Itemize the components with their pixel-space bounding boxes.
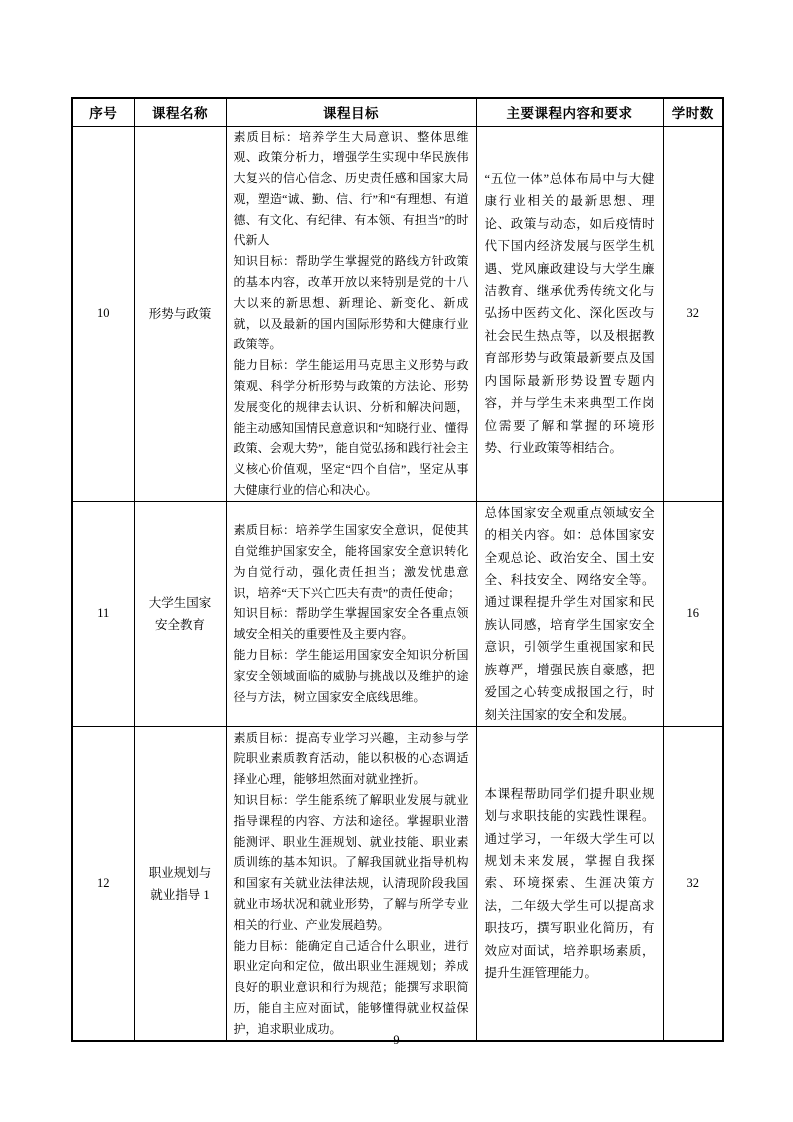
course-table [71, 97, 724, 1042]
course-objectives [226, 726, 476, 1041]
objective-paragraph: 知识目标：帮助学生掌握国家安全各重点领域安全相关的重要性及主要内容。 [233, 606, 469, 642]
course-content: “五位一体”总体布局中与大健康行业相关的最新思想、理论、政策与动态，如后疫情时代下国内经济发展与医学生机遇、党风廉政建设与大学生廉洁教育、继承优秀传统文化与弘扬中医药文化、深化医改与社会民生热点等，以及根据教育部形势与政策最新要点及国内国际最新形势设置专题内容，并与学生未来典型工作岗位需要了解和掌握的环境形势、行业政策等相结合。 [476, 126, 663, 501]
course-objectives [226, 126, 476, 501]
table-row [72, 126, 723, 501]
objective-paragraph: 能力目标：能确定自己适合什么职业，进行职业定向和定位，做出职业生涯规划；养成良好的职业意识和行为规范；能撰写求职简历，能自主应对面试，能够懂得就业权益保护，追求职业成功。 [233, 938, 469, 1036]
course-hours: 32 [663, 726, 723, 1041]
course-hours: 16 [663, 501, 723, 726]
header-course-name: 课程名称 [134, 98, 226, 126]
course-name: 职业规划与就业指导 1 [134, 726, 226, 1041]
page-number: 9 [393, 1033, 400, 1047]
objective-paragraph: 知识目标：帮助学生掌握党的路线方针政策的基本内容，改革开放以来特别是党的十八大以来的新思想、新理论、新变化、新成就，以及最新的国内国际形势和大健康行业政策等。 [233, 254, 469, 352]
objective-paragraph: 素质目标：培养学生大局意识、整体思维观、政策分析力，增强学生实现中华民族伟大复兴的信心信念、历史责任感和国家大局观，塑造“诚、勤、信、行”和“有理想、有道德、有文化、有纪律、有本领、有担当”的时代新人 [233, 129, 469, 248]
table-header-row [72, 98, 723, 126]
course-no: 12 [72, 726, 134, 1041]
course-hours: 32 [663, 126, 723, 501]
course-objectives [226, 501, 476, 726]
table-row [72, 501, 723, 726]
objective-paragraph: 素质目标：培养学生国家安全意识，促使其自觉维护国家安全，能将国家安全意识转化为自觉行动，强化责任担当；激发忧患意识，培养“天下兴亡匹夫有责”的责任使命； [233, 523, 469, 600]
course-name: 形势与政策 [134, 126, 226, 501]
objective-paragraph: 能力目标：学生能运用马克思主义形势与政策观、科学分析形势与政策的方法论、形势发展变化的规律去认识、分析和解决问题，能主动感知国情民意意识和“知晓行业、懂得政策、会观大势”，能自觉弘扬和践行社会主义核心价值观，坚定“四个自信”，坚定从事大健康行业的信心和决心。 [233, 358, 469, 498]
course-no: 11 [72, 501, 134, 726]
header-course-content: 主要课程内容和要求 [476, 98, 663, 126]
header-no: 序号 [72, 98, 134, 126]
objective-paragraph: 知识目标：学生能系统了解职业发展与就业指导课程的内容、方法和途径。掌握职业潜能测评、职业生涯规划、就业技能、职业素质训练的基本知识。了解我国就业指导机构和国家有关就业法律法规，认清现阶段我国就业市场状况和就业形势，了解与所学专业相关的行业、产业发展趋势。 [233, 793, 469, 932]
course-name: 大学生国家安全教育 [134, 501, 226, 726]
course-content: 本课程帮助同学们提升职业规划与求职技能的实践性课程。通过学习，一年级大学生可以规划未来发展，掌握自我探索、环境探索、生涯决策方法，二年级大学生可以提高求职技巧，撰写职业化简历，有效应对面试，培养职场素质，提升生涯管理能力。 [476, 726, 663, 1041]
objective-paragraph: 素质目标：提高专业学习兴趣，主动参与学院职业素质教育活动，能以积极的心态调适择业心理，能够坦然面对就业挫折。 [233, 730, 469, 787]
header-hours: 学时数 [663, 98, 723, 126]
table-row [72, 726, 723, 1041]
objective-paragraph: 能力目标：学生能运用国家安全知识分析国家安全领域面临的威胁与挑战以及维护的途径与方法，树立国家安全底线思维。 [233, 648, 469, 704]
course-no: 10 [72, 126, 134, 501]
header-course-objectives: 课程目标 [226, 98, 476, 126]
course-content: 总体国家安全观重点领域安全的相关内容。如：总体国家安全观总论、政治安全、国土安全、科技安全、网络安全等。通过课程提升学生对国家和民族认同感，培育学生国家安全意识，引领学生重视国家和民族尊严，增强民族自豪感，把爱国之心转变成报国之行，时刻关注国家的安全和发展。 [476, 501, 663, 726]
